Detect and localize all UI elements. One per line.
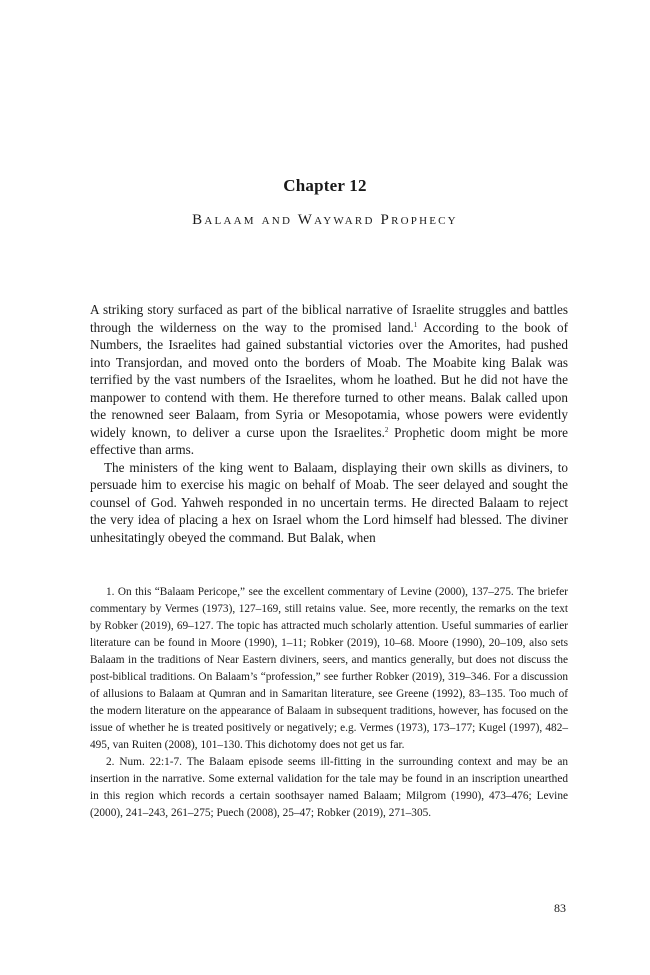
text-run: A striking story surfaced as part of the biblical narrative of Israelite struggles and battles through the wilderness on the way to the promised land. (90, 302, 568, 335)
paragraph (90, 301, 568, 459)
footnotes (90, 584, 568, 822)
footnote: 2. Num. 22:1-7. The Balaam episode seems ill-fitting in the surrounding context and may be an insertion in the narrative. Some external validation for the tale may be found in an inscription unearthed in this region which records a certain soothsayer named Balaam; Milgrom (1990), 473–476; Levine (2000), 241–243, 261–275; Puech (2008), 25–47; Robker (2019), 271–305. (90, 756, 568, 819)
text-run: Prophetic doom might be more effective than arms. (90, 424, 568, 457)
chapter-label: Chapter 12 (283, 176, 367, 195)
page-number: 83 (554, 901, 566, 915)
text-run: The ministers of the king went to Balaam, displaying their own skills as diviners, to persuade him to exercise his magic on behalf of Moab. The seer delayed and sought the counsel of God. Yahweh responded in no uncertain terms. He directed Balaam to reject the very idea of placing a hex on Israel whom the Lord himself had blessed. The diviner unhesitatingly obeyed the command. But Balak, when (90, 459, 568, 545)
body-text (90, 301, 568, 546)
paragraph (90, 459, 568, 547)
footnote: 1. On this “Balaam Pericope,” see the excellent commentary of Levine (2000), 137–275. The briefer commentary by Vermes (1973), 127–169, still retains value. See, more recently, the remarks on the text by Robker (2019), 69–127. The topic has attracted much scholarly attention. Useful summaries of earlier literature can be found in Moore (1990), 1–11; Robker (2019), 10–68. Moore (1990), 20–109, also sets Balaam in the traditions of Near Eastern diviners, seers, and mantics generally, but does not discuss the post-biblical traditions. On Balaam’s “profession,” see further Robker (2019), 319–346. For a discussion of allusions to Balaam at Qumran and in Samaritan literature, see Greene (1992), 83–135. Too much of the modern literature on the appearance of Balaam in subsequent traditions, however, has focused on the issue of whether he is treated positively or negatively; e.g. Vermes (1973), 173–177; Kugel (1997), 482–495, van Ruiten (2008), 101–130. This dichotomy does not get us far. (90, 586, 568, 751)
chapter-title: Balaam and Wayward Prophecy (192, 212, 458, 228)
footnote-ref[interactable]: 2 (384, 425, 389, 434)
text-run: According to the book of Numbers, the Israelites had gained substantial victories over the Amorites, had pushed into Transjordan, and moved onto the borders of Moab. The Moabite king Balak was terrified by the vast numbers of the Israelites, whom he loathed. But he did not have the manpower to contend with them. He therefore turned to other means. Balak called upon the renowned seer Balaam, from Syria or Mesopotamia, whose powers were evidently widely known, to deliver a curse upon the Israelites. (90, 319, 568, 440)
footnote-ref[interactable]: 1 (413, 320, 418, 329)
